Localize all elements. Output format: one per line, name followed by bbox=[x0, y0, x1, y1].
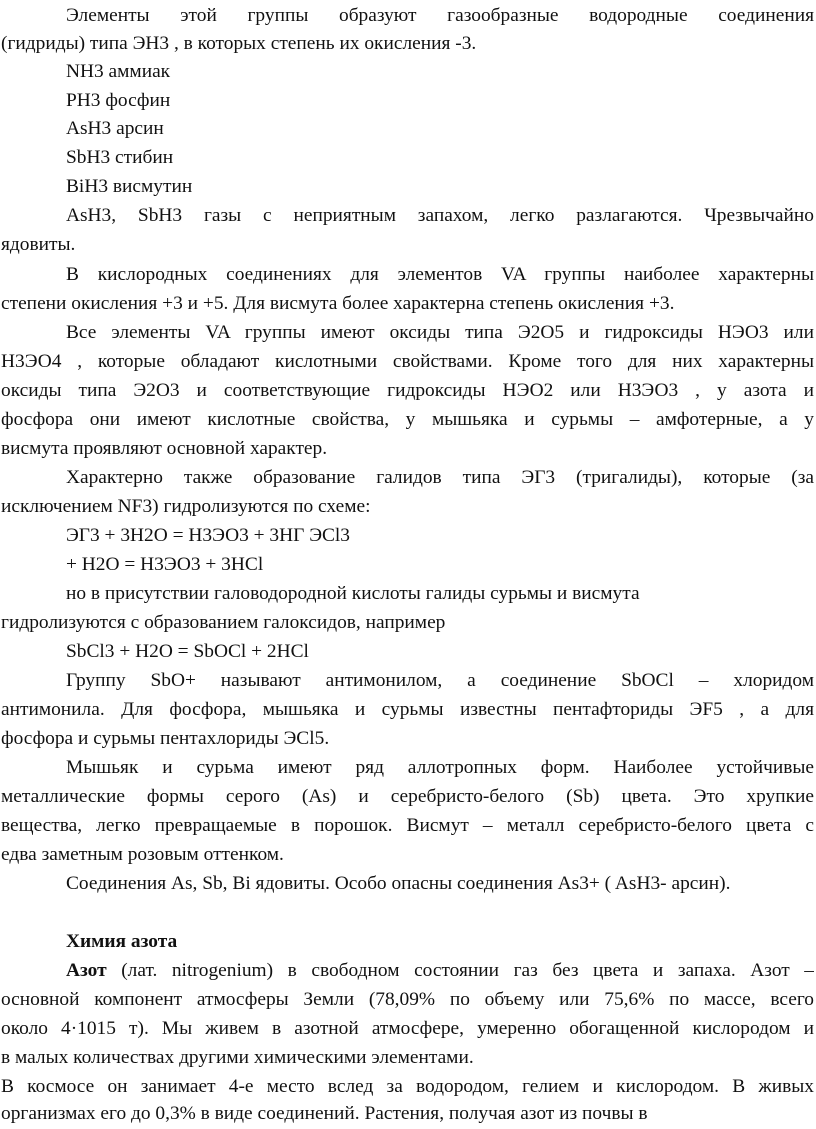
text-line: Характерно также образование галидов типа ЭГ3 (тригалиды), которые (за bbox=[66, 467, 814, 488]
text-line: ЭГ3 + 3Н2О = Н3ЭО3 + 3НГ ЭCl3 bbox=[66, 525, 351, 546]
text-line: SbCl3 + H2O = SbOCl + 2HCl bbox=[66, 641, 309, 662]
text-fragment: (лат. nitrogenium) в свободном состоянии газ без цвета и запаха. Азот – bbox=[106, 960, 814, 981]
text-line: AsH3, SbH3 газы с неприятным запахом, легко разлагаются. Чрезвычайно bbox=[66, 205, 814, 226]
text-line: вещества, легко превращаемые в порошок. Висмут – металл серебристо-белого цвета с bbox=[1, 815, 814, 836]
text-line: Соединения As, Sb, Bi ядовиты. Особо опасны соединения As3+ ( AsH3- арсин). bbox=[66, 873, 731, 894]
text-line: едва заметным розовым оттенком. bbox=[1, 844, 284, 865]
text-line: антимонила. Для фосфора, мышьяка и сурьмы известны пентафториды ЭF5 , а для bbox=[1, 699, 814, 720]
section-heading: Химия азота bbox=[66, 931, 178, 952]
text-line: основной компонент атмосферы Земли (78,09% по объему или 75,6% по массе, всего bbox=[1, 989, 814, 1010]
text-line: PH3 фосфин bbox=[66, 90, 171, 111]
text-line: организмах его до 0,3% в виде соединений. Растения, получая азот из почвы в bbox=[1, 1103, 648, 1124]
text-line: В кислородных соединениях для элементов VA группы наиболее характерны bbox=[66, 264, 814, 285]
text-line: BiH3 висмутин bbox=[66, 176, 193, 197]
text-line: Все элементы VA группы имеют оксиды типа Э2О5 и гидроксиды НЭО3 или bbox=[66, 322, 814, 343]
text-line: в малых количествах другими химическими элементами. bbox=[1, 1047, 474, 1068]
text-line: гидролизуются с образованием галоксидов, например bbox=[1, 612, 446, 633]
text-line: оксиды типа Э2О3 и соответствующие гидроксиды НЭО2 или Н3ЭО3 , у азота и bbox=[1, 380, 814, 401]
text-line: фосфора они имеют кислотные свойства, у мышьяка и сурьмы – амфотерные, а у bbox=[1, 409, 814, 430]
text-line: NH3 аммиак bbox=[66, 61, 171, 82]
text-line: Элементы этой группы образуют газообразные водородные соединения bbox=[66, 5, 814, 26]
text-line: исключением NF3) гидролизуются по схеме: bbox=[1, 496, 371, 517]
text-line: + H2O = H3ЭО3 + 3HCl bbox=[66, 554, 264, 575]
text-line: Группу SbO+ называют антимонилом, а соединение SbOCl – хлоридом bbox=[66, 670, 814, 691]
text-line: AsH3 арсин bbox=[66, 118, 164, 139]
text-line: металлические формы серого (As) и серебристо-белого (Sb) цвета. Это хрупкие bbox=[1, 786, 814, 807]
text-line: SbH3 стибин bbox=[66, 147, 174, 168]
text-line: степени окисления +3 и +5. Для висмута более характерна степень окисления +3. bbox=[1, 293, 675, 314]
text-line: висмута проявляют основной характер. bbox=[1, 438, 328, 459]
text-line: около 4·1015 т). Мы живем в азотной атмосфере, умеренно обогащенной кислородом и bbox=[1, 1018, 814, 1039]
text-line: фосфора и сурьмы пентахлориды ЭCl5. bbox=[1, 728, 330, 749]
text-line: Мышьяк и сурьма имеют ряд аллотропных форм. Наиболее устойчивые bbox=[66, 757, 814, 778]
text-line: Н3ЭО4 , которые обладают кислотными свойствами. Кроме того для них характерны bbox=[1, 351, 814, 372]
text-line: но в присутствии галоводородной кислоты галиды сурьмы и висмута bbox=[66, 583, 640, 604]
text-line: В космосе он занимает 4-е место вслед за водородом, гелием и кислородом. В живых bbox=[1, 1076, 814, 1097]
text-line: ядовиты. bbox=[1, 234, 76, 255]
text-line: (гидриды) типа ЭН3 , в которых степень их окисления -3. bbox=[1, 33, 477, 54]
term-bold: Азот bbox=[66, 960, 107, 981]
text-line bbox=[66, 957, 814, 985]
